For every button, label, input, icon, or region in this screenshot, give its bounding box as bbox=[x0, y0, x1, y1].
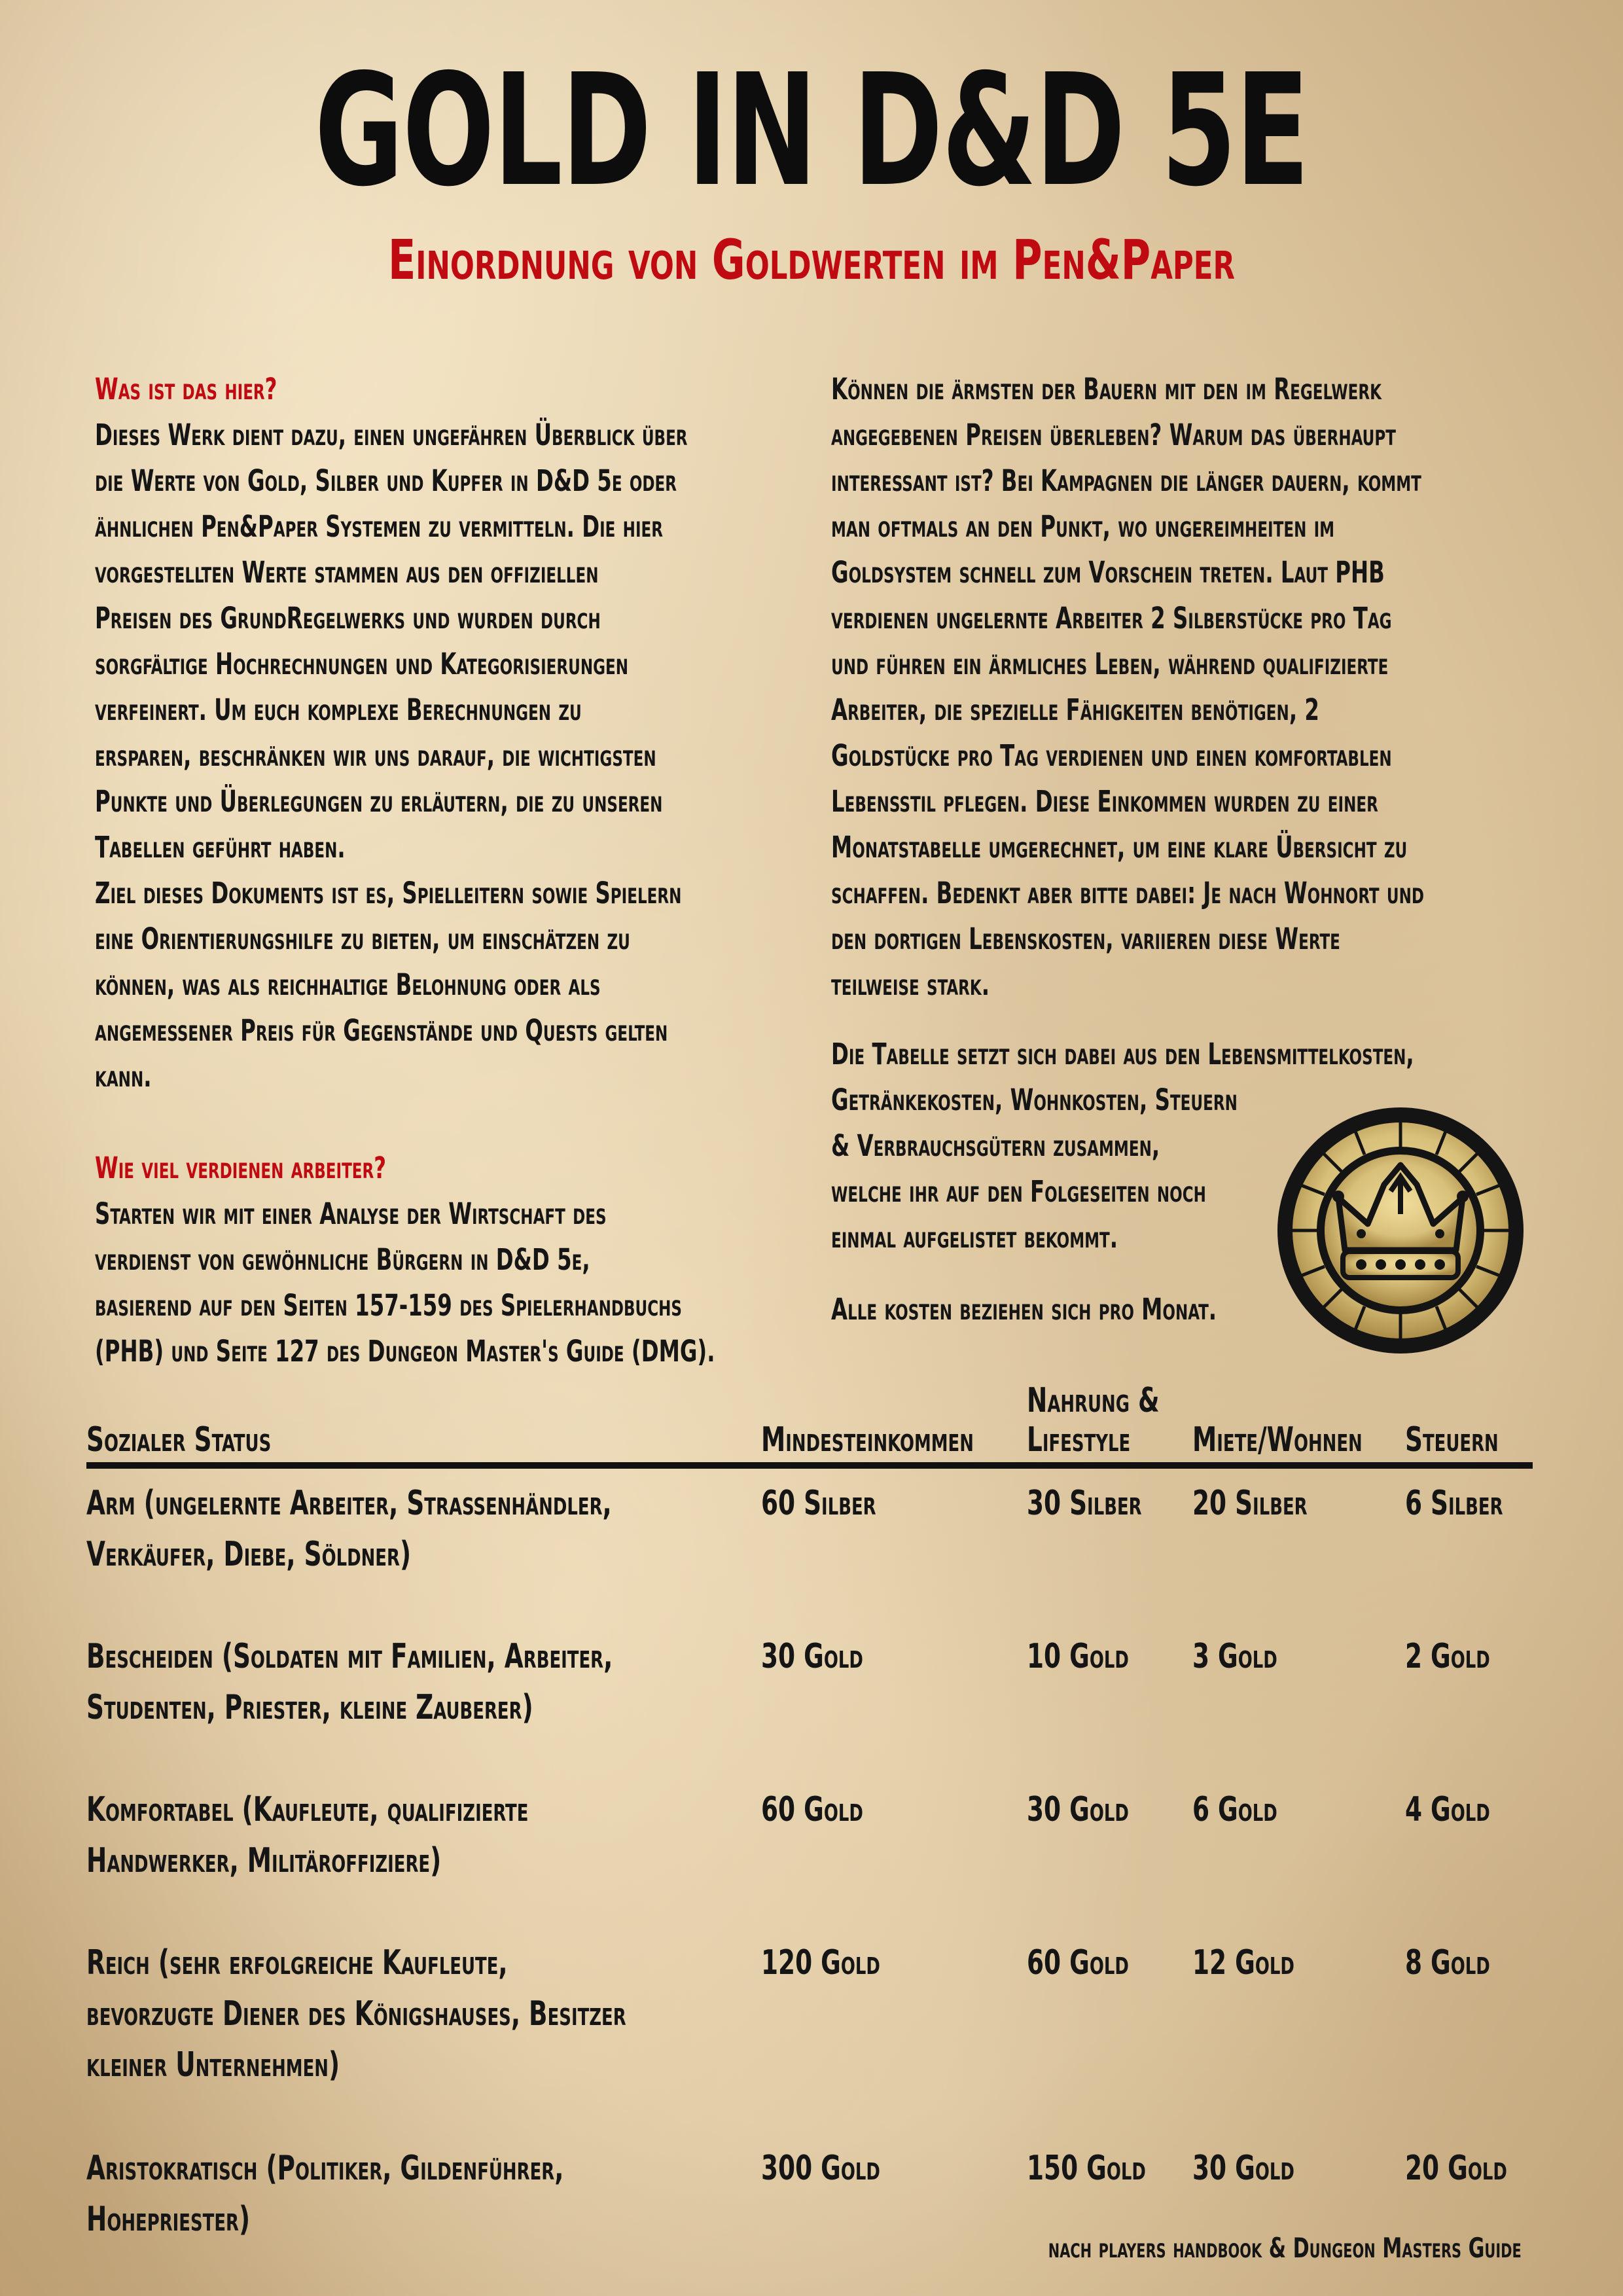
text-line: ersparen, beschränken wir uns darauf, die wichtigsten bbox=[95, 738, 656, 773]
text-line: Können die ärmsten der Bauern mit den im Regelwerk bbox=[831, 372, 1382, 406]
table-row bbox=[86, 1622, 1533, 1775]
page-subtitle: Einordnung von Goldwerten im Pen&Paper bbox=[387, 228, 1236, 292]
text-line: verdienen ungelernte Arbeiter 2 Silberstücke pro Tag bbox=[831, 601, 1392, 636]
spacer bbox=[95, 1100, 802, 1145]
section-heading-earnings: Wie viel verdienen arbeiter? bbox=[95, 1151, 387, 1185]
tax-cell: 6 Silber bbox=[1405, 1484, 1503, 1523]
intro-paragraph bbox=[95, 412, 802, 1100]
section-heading-what-is-this: Was ist das hier? bbox=[95, 372, 277, 406]
source-footnote: nach players handbook & Dungeon Masters Guide bbox=[1048, 2232, 1522, 2264]
tax-cell: 20 Gold bbox=[1405, 2149, 1507, 2188]
status-cell: Reich (sehr erfolgreiche Kaufleute, bevorzugte Diener des Königshauses, Besitzer kleiner Unternehmen) bbox=[86, 1943, 626, 2085]
earnings-paragraph bbox=[95, 1191, 802, 1374]
text-line: welche ihr auf den Folgeseiten noch bbox=[831, 1174, 1206, 1209]
status-cell: Aristokratisch (Politiker, Gildenführer, Hohepriester) bbox=[86, 2149, 564, 2239]
text-line: können, was als reichhaltige Belohnung oder als bbox=[95, 967, 601, 1002]
text-line: Arbeiter, die spezielle Fähigkeiten benötigen, 2 bbox=[831, 692, 1319, 727]
page-title: GOLD IN D&D 5E bbox=[314, 41, 1309, 221]
tax-cell: 2 Gold bbox=[1405, 1637, 1490, 1676]
food-cell: 30 Silber bbox=[1027, 1484, 1142, 1523]
table-row bbox=[86, 1928, 1533, 2134]
text-line: Tabellen geführt haben. bbox=[95, 830, 346, 865]
header-food-lifestyle: Nahrung & Lifestyle bbox=[1027, 1381, 1192, 1465]
income-cell: 60 Gold bbox=[760, 1790, 863, 1829]
table-row bbox=[86, 1465, 1533, 1622]
text-line: verfeinert. Um euch komplexe Berechnungen zu bbox=[95, 692, 582, 727]
food-cell: 60 Gold bbox=[1027, 1943, 1129, 1982]
text-line: & Verbrauchsgütern zusammen, bbox=[831, 1128, 1160, 1163]
income-cell: 60 Silber bbox=[760, 1484, 876, 1523]
income-cell: 300 Gold bbox=[760, 2149, 880, 2188]
text-line: teilweise stark. bbox=[831, 967, 990, 1002]
food-cell: 150 Gold bbox=[1027, 2149, 1146, 2188]
left-column bbox=[95, 367, 802, 1374]
header-rent: Miete/Wohnen bbox=[1192, 1381, 1405, 1465]
text-line: einmal aufgelistet bekommt. bbox=[831, 1220, 1118, 1255]
rent-cell: 20 Silber bbox=[1192, 1484, 1308, 1523]
income-cell: 120 Gold bbox=[760, 1943, 880, 1982]
text-line: ähnlichen Pen&Paper Systemen zu vermitteln. Die hier bbox=[95, 509, 663, 544]
text-line: sorgfältige Hochrechnungen und Kategorisierungen bbox=[95, 647, 629, 681]
monthly-note: Alle kosten beziehen sich pro Monat. bbox=[831, 1292, 1217, 1327]
text-line: vorgestellten Werte stammen aus den offiziellen bbox=[95, 555, 599, 590]
text-line: basierend auf den Seiten 157-159 des Spielerhandbuchs bbox=[95, 1288, 682, 1323]
social-status-table bbox=[86, 1381, 1533, 2248]
table-row bbox=[86, 2134, 1533, 2248]
text-line: Die Tabelle setzt sich dabei aus den Lebensmittelkosten, bbox=[831, 1037, 1414, 1071]
status-cell: Bescheiden (Soldaten mit Familien, Arbeiter, Studenten, Priester, kleine Zauberer) bbox=[86, 1637, 613, 1727]
text-line: Preisen des GrundRegelwerks und wurden durch bbox=[95, 601, 601, 636]
crown-coin-seal-icon bbox=[1270, 1100, 1531, 1361]
text-line: und führen ein ärmliches Leben, während qualifizierte bbox=[831, 647, 1389, 681]
text-line: angegebenen Preisen überleben? Warum das überhaupt bbox=[831, 418, 1396, 452]
text-line: schaffen. Bedenkt aber bitte dabei: Je nach Wohnort und bbox=[831, 876, 1424, 910]
text-line: Lebensstil pflegen. Diese Einkommen wurden zu einer bbox=[831, 784, 1378, 819]
text-line: Goldsystem schnell zum Vorschein treten. Laut PHB bbox=[831, 555, 1385, 590]
text-line: Starten wir mit einer Analyse der Wirtschaft des bbox=[95, 1196, 607, 1231]
status-cell: Komfortabel (Kaufleute, qualifizierte Handwerker, Militäroffiziere) bbox=[86, 1790, 529, 1880]
spacer bbox=[831, 1008, 1551, 1031]
rent-cell: 3 Gold bbox=[1192, 1637, 1278, 1676]
text-line: eine Orientierungshilfe zu bieten, um einschätzen zu bbox=[95, 922, 630, 956]
text-line: angemessener Preis für Gegenstände und Quests gelten bbox=[95, 1013, 668, 1048]
survival-paragraph bbox=[831, 367, 1551, 1008]
table-row bbox=[86, 1775, 1533, 1928]
text-line: Getränkekosten, Wohnkosten, Steuern bbox=[831, 1083, 1238, 1117]
status-cell: Arm (ungelernte Arbeiter, Strassenhändler, Verkäufer, Diebe, Söldner) bbox=[86, 1484, 612, 1574]
income-cell: 30 Gold bbox=[760, 1637, 863, 1676]
text-line: Dieses Werk dient dazu, einen ungefähren Überblick über bbox=[95, 418, 688, 452]
text-line: Ziel dieses Dokuments ist es, Spielleitern sowie Spielern bbox=[95, 876, 682, 910]
header-min-income: Mindesteinkommen bbox=[761, 1381, 1027, 1465]
text-line: kann. bbox=[95, 1059, 152, 1094]
food-cell: 10 Gold bbox=[1027, 1637, 1129, 1676]
rent-cell: 30 Gold bbox=[1192, 2149, 1295, 2188]
header-tax: Steuern bbox=[1405, 1381, 1533, 1465]
text-line: verdienst von gewöhnliche Bürgern in D&D 5e, bbox=[95, 1242, 590, 1277]
food-cell: 30 Gold bbox=[1027, 1790, 1129, 1829]
rent-cell: 6 Gold bbox=[1192, 1790, 1278, 1829]
tax-cell: 8 Gold bbox=[1405, 1943, 1490, 1982]
tax-cell: 4 Gold bbox=[1405, 1790, 1490, 1829]
text-line: Punkte und Überlegungen zu erläutern, die zu unseren bbox=[95, 784, 663, 819]
rent-cell: 12 Gold bbox=[1192, 1943, 1295, 1982]
text-line: den dortigen Lebenskosten, variieren diese Werte bbox=[831, 922, 1340, 956]
table-header-row bbox=[86, 1381, 1533, 1465]
text-line: (PHB) und Seite 127 des Dungeon Master's Guide (DMG). bbox=[95, 1334, 715, 1369]
text-line: Monatstabelle umgerechnet, um eine klare Übersicht zu bbox=[831, 830, 1408, 865]
header-social-status: Sozialer Status bbox=[86, 1381, 761, 1465]
text-line: die Werte von Gold, Silber und Kupfer in D&D 5e oder bbox=[95, 463, 677, 498]
text-line: man oftmals an den Punkt, wo ungereimheiten im bbox=[831, 509, 1335, 544]
text-line: Goldstücke pro Tag verdienen und einen komfortablen bbox=[831, 738, 1392, 773]
text-line: interessant ist? Bei Kampagnen die länger dauern, kommt bbox=[831, 463, 1421, 498]
